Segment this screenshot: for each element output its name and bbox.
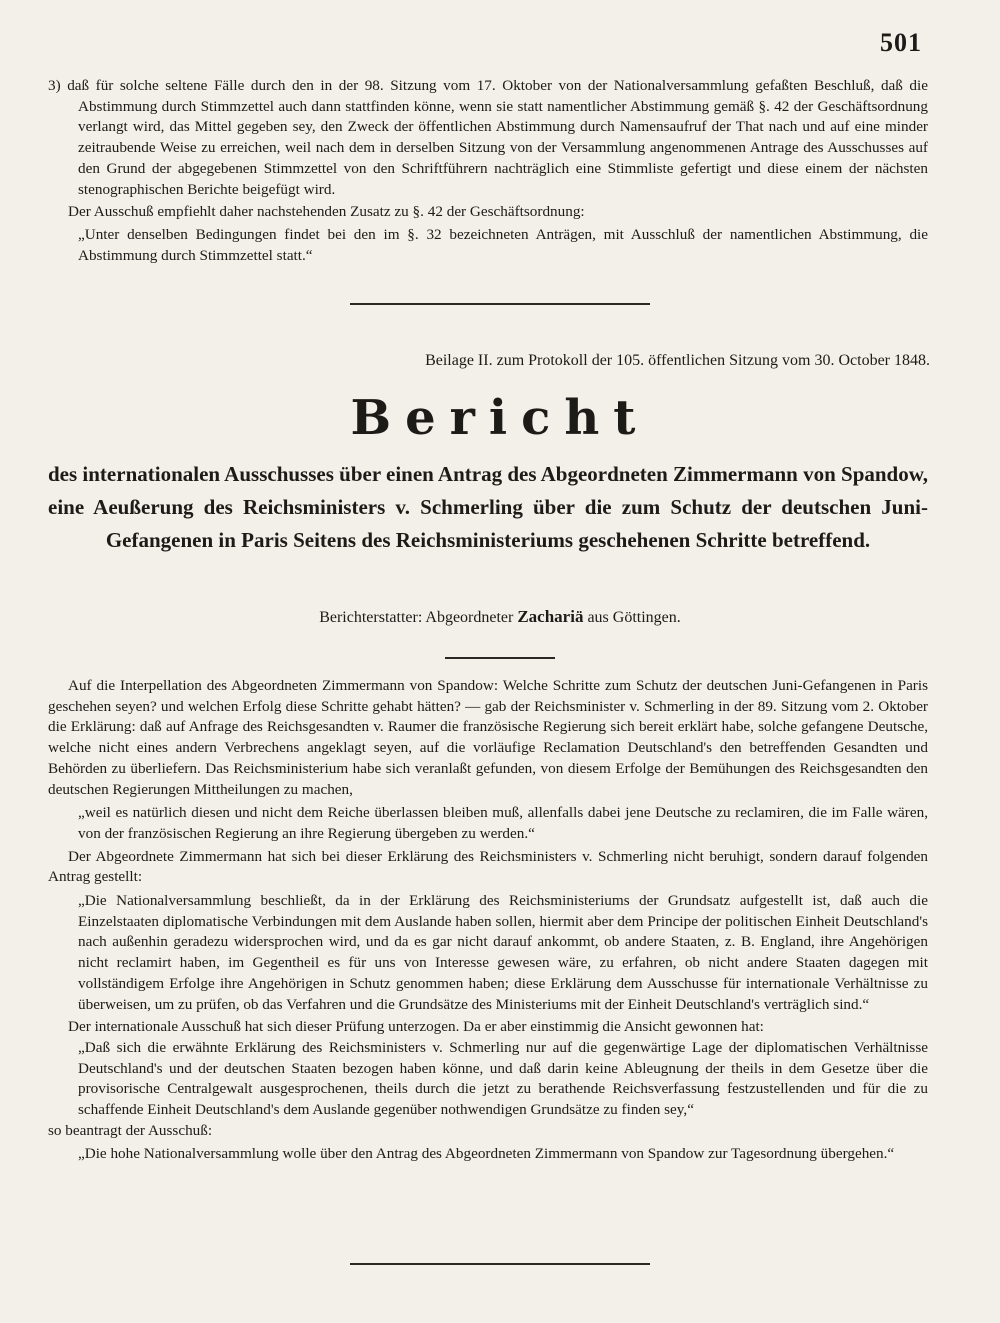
body-quote-3: „Daß sich die erwähnte Erklärung des Reichsministers v. Schmerling nur auf die gegenwärtige Lage der diplomatischen Verhältnisse Deutschland's und der deutschen Staaten bezogen haben könne, und daß darin keine Ableugnung der theils in dem Gesetze über die provisorische Centralgewalt ausgesprochenen, theils durch die jetzt zu berathende Reichsverfassung festzustellenden und für die zu schaffende Einheit Deutschland's dem Auslande gegenüber nothwendigen Grundsätze zu finden sey,“ [78,1038,928,1119]
report-subject: des internationalen Ausschusses über einen Antrag des Abgeordneten Zimmermann von Spandow, eine Aeußerung des Reichsministers v. Schmerling über die zum Schutz der deutschen Juni-Gefangenen in Paris Seitens des Reichsministeriums geschehenen Schritte betreffend. [48,462,928,552]
beilage-line: Beilage II. zum Protokoll der 105. öffentlichen Sitzung vom 30. October 1848. [425,352,930,369]
item-3-paragraph: 3) daß für solche seltene Fälle durch den in der 98. Sitzung vom 17. Oktober von der Nationalversammlung gefaßten Beschluß, daß die Abstimmung durch Stimmzettel auch dann stattfinden könne, wenn sie statt namentlicher Abstimmung gemäß §. 42 der Geschäftsordnung verlangt wird, das Mittel gegeben sey, den Zweck der öffentlichen Abstimmung durch Namensaufruf der That nach und auf eine minder zeitraubende Weise zu erreichen, weil nach dem in derselben Sitzung von der Versammlung angenommenen Antrage des Ausschusses auf den Grund der abgegebenen Stimmzettel von den Schriftführern nachträglich eine Stimmliste gefertigt und diese einem der nächsten stenographischen Berichte beigefügt wird. [48,77,928,198]
reporter-place: aus Göttingen. [587,609,681,626]
report-heading: Bericht [350,390,650,446]
reporter-label: Berichterstatter: Abgeordneter [319,609,514,626]
body-paragraph-1: Auf die Interpellation des Abgeordneten Zimmermann von Spandow: Welche Schritte zum Schutz der deutschen Juni-Gefangenen in Paris geschehen seyen? und welchen Erfolg diese Schritte gehabt hätten? — gab der Reichsminister v. Schmerling in der 89. Sitzung vom 2. Oktober die Erklärung: daß auf Anfrage des Reichsgesandten v. Raumer die französische Regierung sich bereit erklärt habe, solche gefangene Deutsche, welche nicht eines andern Verbrechens angeklagt seyen, auf die vorläufige Reclamation Deutschland's den betreffenden Gesandten und Behörden zu überliefern. Das Reichsministerium habe sich veranlaßt gefunden, von diesem Erfolge der Bemühungen des Reichsgesandten den deutschen Regierungen Mittheilungen zu machen, [48,677,928,798]
top-section [48,76,928,266]
recommendation-quote: „Unter denselben Bedingungen findet bei den im §. 32 bezeichneten Anträgen, mit Ausschluß der namentlichen Abstimmung, die Abstimmung durch Stimmzettel statt.“ [78,225,928,264]
section-divider [350,303,650,305]
body-paragraph-3: Der internationale Ausschuß hat sich dieser Prüfung unterzogen. Da er aber einstimmig die Ansicht gewonnen hat: [68,1018,764,1036]
short-divider [445,657,555,659]
body-paragraph-2: Der Abgeordnete Zimmermann hat sich bei dieser Erklärung des Reichsministers v. Schmerling nicht beruhigt, sondern darauf folgenden Antrag gestellt: [48,847,928,886]
body-quote-1: „weil es natürlich diesen und nicht dem Reiche überlassen bleiben muß, allenfalls dabei jene Deutsche zu reclamiren, die im Falle wären, von der französischen Regierung an ihre Regierung übergeben zu werden.“ [78,804,928,842]
page-number: 501 [880,28,922,57]
report-body [48,676,928,1165]
body-paragraph-4: so beantragt der Ausschuß: [48,1121,213,1139]
body-quote-2: „Die Nationalversammlung beschließt, da in der Erklärung des Reichsministeriums der Grundsatz aufgestellt ist, daß auch die Einzelstaaten diplomatische Verbindungen mit dem Auslande haben sollen, hiermit aber dem Principe der politischen Einheit Deutschland's nach außenhin geradezu widersprochen wird, und da es gar nicht darauf ankommt, ob andere Staaten, z. B. England, ihre Angehörigen nicht reclamirt haben, im Gegentheil es für uns von Interesse gewesen wäre, zu erfahren, ob nicht andere Staaten dagegen mit vollständigem Erfolge ihre Angehörigen in Schutz genommen haben; diese Erklärung dem Ausschusse für internationale Verhältnisse zu überweisen, um zu prüfen, ob das Verfahren und die Grundsätze des Ministeriums mit der Einheit Deutschland's verträglich sind.“ [78,892,928,1013]
end-divider [350,1263,650,1265]
recommendation-paragraph: Der Ausschuß empfiehlt daher nachstehenden Zusatz zu §. 42 der Geschäftsordnung: [68,203,585,221]
body-quote-4: „Die hohe Nationalversammlung wolle über den Antrag des Abgeordneten Zimmermann von Spandow zur Tagesordnung übergehen.“ [78,1145,895,1163]
reporter-name: Zachariä [517,607,584,626]
reporter-line [0,607,1000,627]
